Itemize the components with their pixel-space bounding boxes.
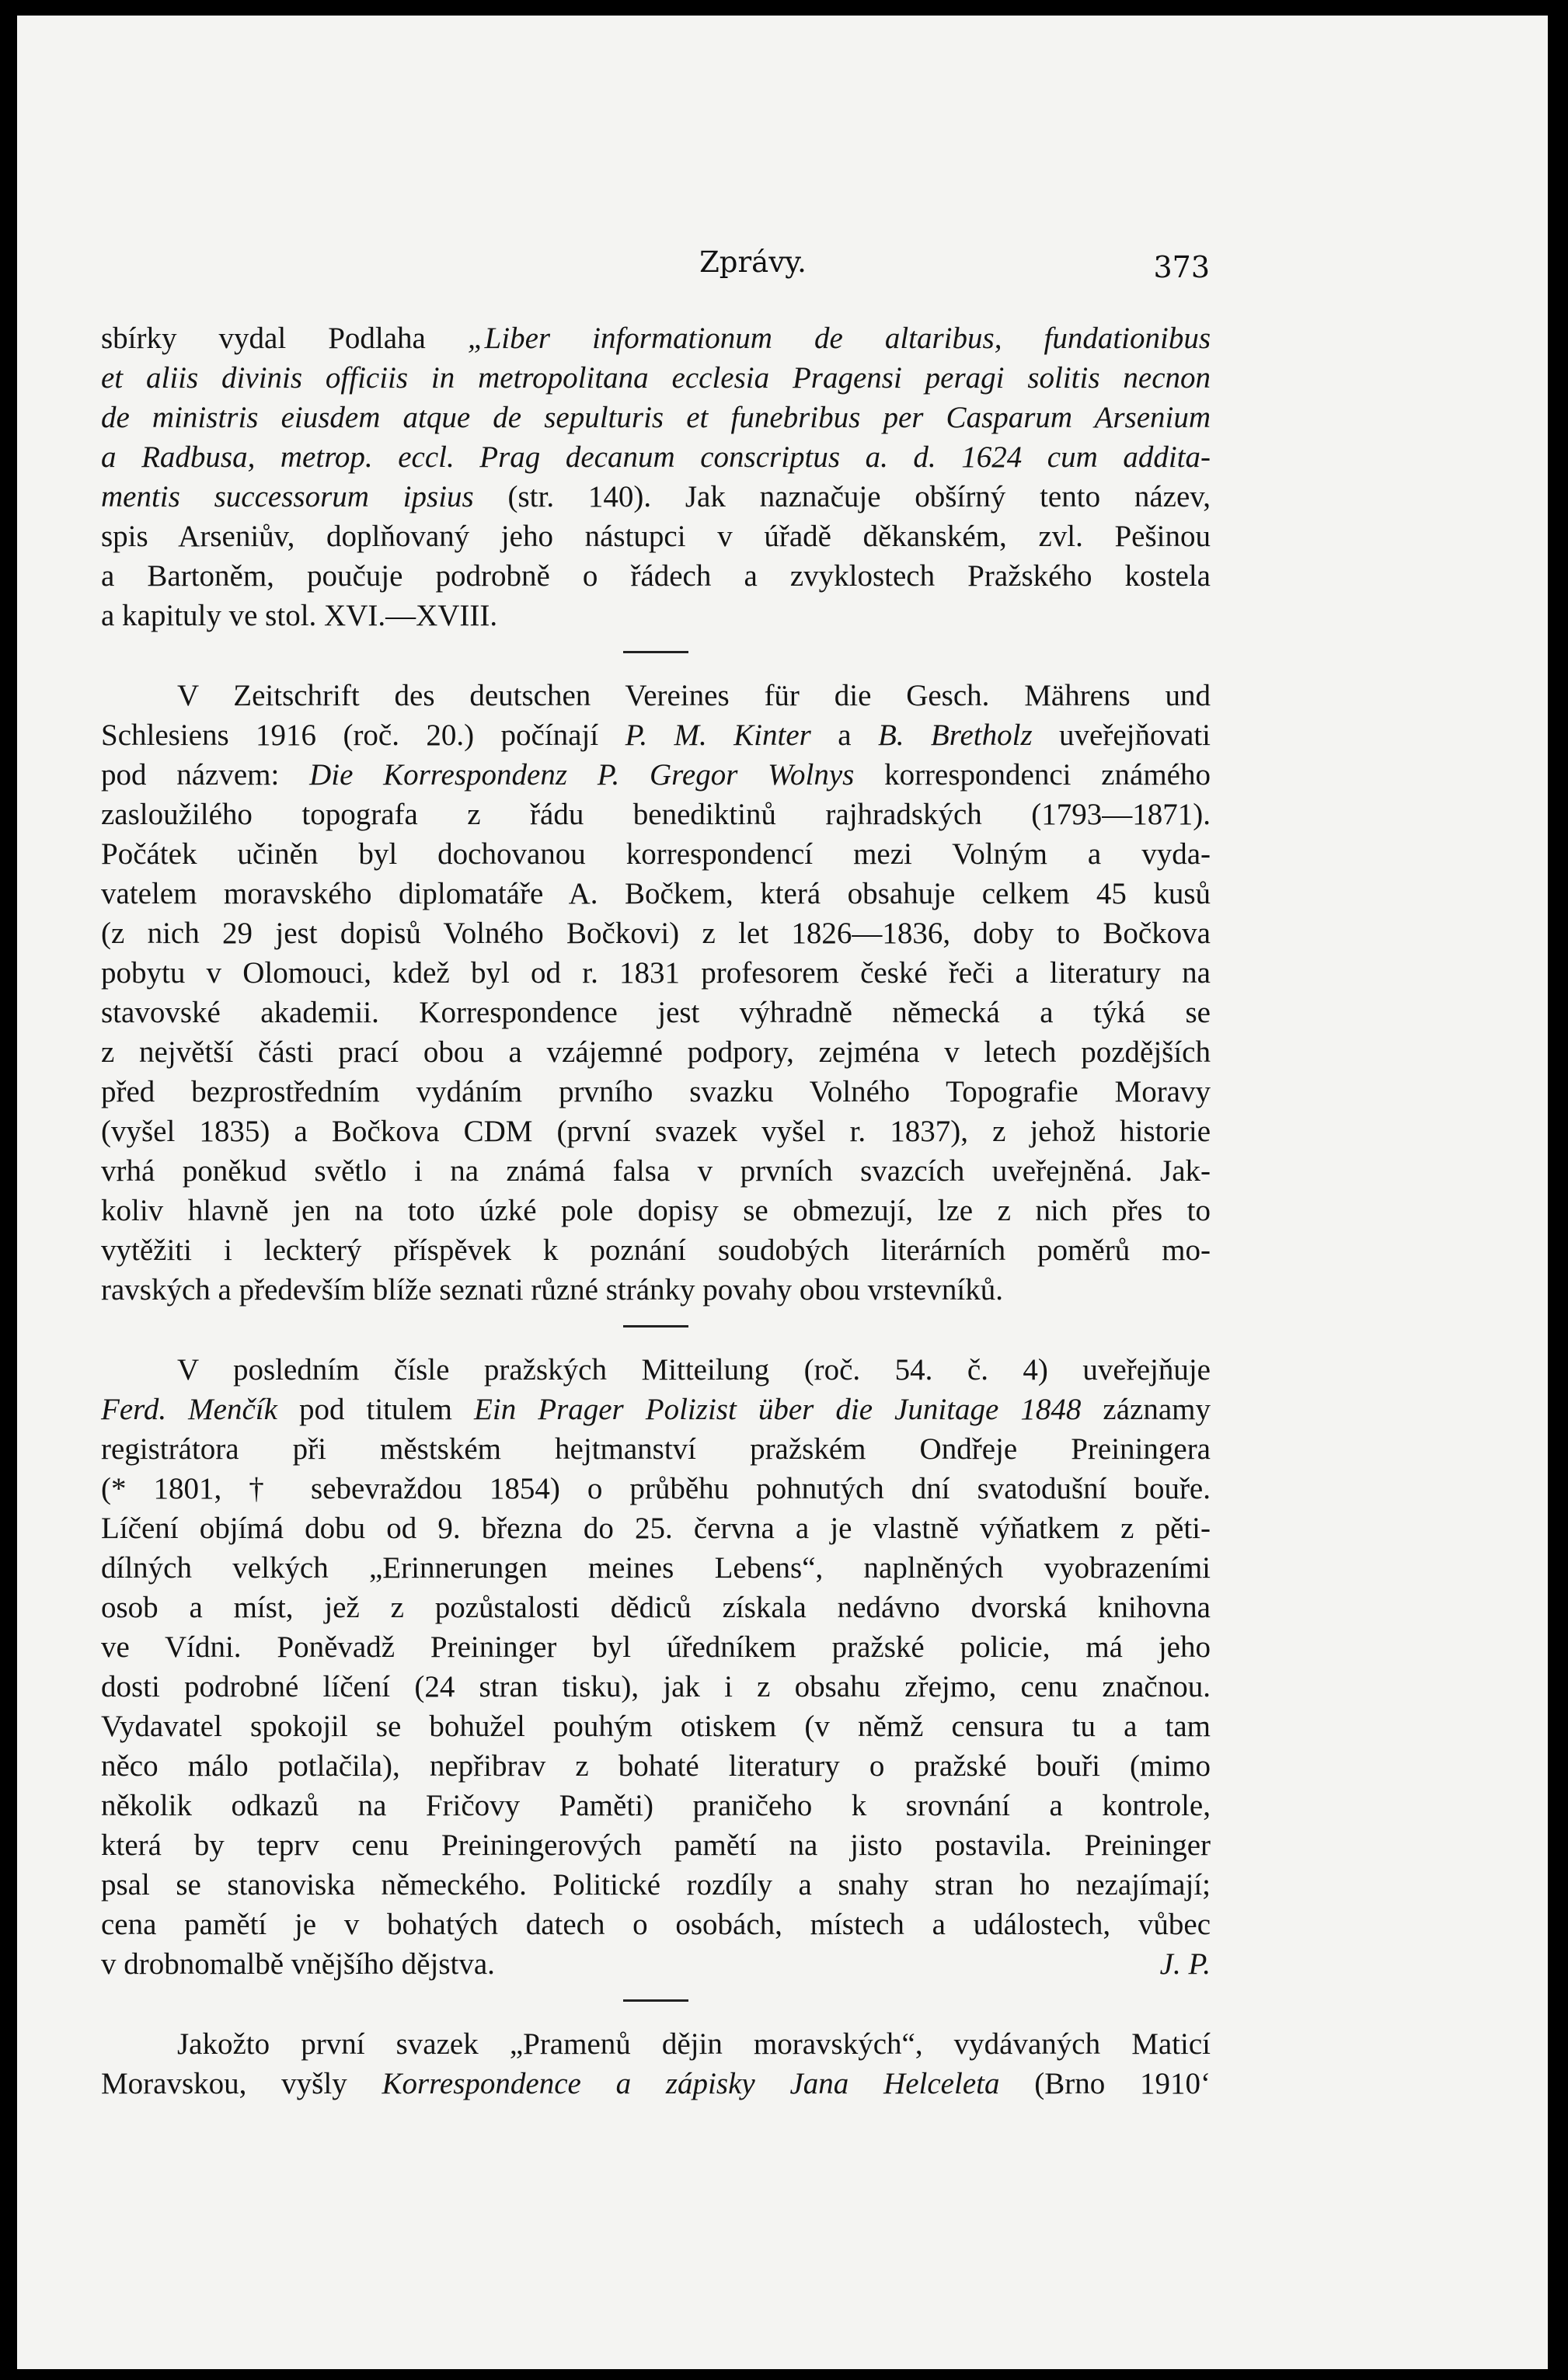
text-line: osob a míst, jež z pozůstalosti dědiců získala nedávno dvorská knihovna [101, 1591, 1211, 1624]
author-signature: J. P. [1159, 1947, 1211, 1981]
text-line: (* 1801, † sebevraždou 1854) o průběhu pohnutých dní svatodušní bouře. [101, 1472, 1211, 1505]
section-divider [623, 1999, 688, 2002]
document-page [17, 16, 1548, 2369]
text-line: cena pamětí je v bohatých datech o osobách, místech a událostech, vůbec [101, 1908, 1211, 1941]
text-line: spis Arseniův, doplňovaný jeho nástupci v úřadě děkanském, zvl. Pešinou [101, 520, 1211, 553]
text-line: Moravskou, vyšly Korrespondence a zápisky Jana Helceleta (Brno 1910‘ [101, 2067, 1211, 2100]
text-line: dílných velkých „Erinnerungen meines Lebens“, naplněných vyobrazeními [101, 1551, 1211, 1585]
text-line: (z nich 29 jest dopisů Volného Bočkovi) z let 1826—1836, doby to Bočkova [101, 917, 1211, 950]
text-line: sbírky vydal Podlaha „Liber informationum de altaribus, fundationibus [101, 322, 1211, 355]
text-line: Počátek učiněn byl dochovanou korrespondencí mezi Volným a vyda- [101, 837, 1211, 871]
text-line: v drobnomalbě vnějšího dějstva. [101, 1947, 495, 1981]
text-line: Vydavatel spokojil se bohužel pouhým otiskem (v němž censura tu a tam [101, 1710, 1211, 1743]
text-line: něco málo potlačila), nepřibrav z bohaté literatury o pražské bouři (mimo [101, 1749, 1211, 1783]
text-line: ravských a především blíže seznati různé stránky povahy obou vrstevníků. [101, 1273, 1003, 1307]
paragraph-podlaha [101, 318, 1211, 635]
paragraph-helcelet [101, 2024, 1211, 2103]
paragraph-preininger [101, 1350, 1211, 1984]
paragraph-wolny-correspondence [101, 676, 1211, 1310]
text-line: koliv hlavně jen na toto úzké pole dopisy se obmezují, lze z nich přes to [101, 1194, 1211, 1227]
page-number: 373 [1153, 250, 1210, 284]
text-line-with-signature [101, 1944, 1211, 1984]
text-line: několik odkazů na Fričovy Paměti) praničeho k srovnání a kontrole, [101, 1789, 1211, 1822]
body-text [101, 318, 1211, 2103]
text-line: z největší části prací obou a vzájemné podpory, zejména v letech pozdějších [101, 1035, 1211, 1069]
section-divider [623, 651, 688, 653]
text-line: dosti podrobné líčení (24 stran tisku), jak i z obsahu zřejmo, cenu značnou. [101, 1670, 1211, 1703]
text-line: stavovské akademii. Korrespondence jest výhradně německá a týká se [101, 996, 1211, 1029]
text-line: psal se stanoviska německého. Politické rozdíly a snahy stran ho nezajímají; [101, 1868, 1211, 1902]
running-title: Zprávy. [699, 245, 807, 279]
text-line: ve Vídni. Poněvadž Preininger byl úředníkem pražské policie, má jeho [101, 1630, 1211, 1664]
text-line: vrhá poněkud světlo i na známá falsa v prvních svazcích uveřejněná. Jak- [101, 1154, 1211, 1188]
text-line: pobytu v Olomouci, kdež byl od r. 1831 profesorem české řeči a literatury na [101, 956, 1211, 990]
text-line: (vyšel 1835) a Bočkova CDM (první svazek vyšel r. 1837), z jehož historie [101, 1115, 1211, 1148]
text-line: V Zeitschrift des deutschen Vereines für die Gesch. Mährens und [177, 679, 1211, 712]
text-line: registrátora při městském hejtmanství pražském Ondřeje Preiningera [101, 1432, 1211, 1466]
text-line: zasloužilého topografa z řádu benediktinů rajhradských (1793—1871). [101, 798, 1211, 831]
text-line: a kapituly ve stol. XVI.—XVIII. [101, 599, 498, 632]
text-line: pod názvem: Die Korrespondenz P. Gregor Wolnys korrespondenci známého [101, 758, 1211, 792]
text-line: de ministris eiusdem atque de sepulturis et funebribus per Casparum Arsenium [101, 401, 1211, 434]
text-line: Schlesiens 1916 (roč. 20.) počínají P. M. Kinter a B. Bretholz uveřejňovati [101, 719, 1211, 752]
text-line: vytěžiti i leckterý příspěvek k poznání soudobých literárních poměrů mo- [101, 1233, 1211, 1267]
text-line: et aliis divinis officiis in metropolitana ecclesia Pragensi peragi solitis necnon [101, 361, 1211, 395]
section-divider [623, 1325, 688, 1327]
text-line: Jakožto první svazek „Pramenů dějin moravských“, vydávaných Maticí [177, 2027, 1211, 2061]
page-header [17, 245, 1548, 292]
text-line: před bezprostředním vydáním prvního svazku Volného Topografie Moravy [101, 1075, 1211, 1108]
text-line: která by teprv cenu Preiningerových pamětí na jisto postavila. Preininger [101, 1828, 1211, 1862]
text-line: Ferd. Menčík pod titulem Ein Prager Polizist über die Junitage 1848 záznamy [101, 1393, 1211, 1426]
text-line: a Bartoněm, poučuje podrobně o řádech a zvyklostech Pražského kostela [101, 559, 1211, 593]
text-line: Líčení objímá dobu od 9. března do 25. června a je vlastně výňatkem z pěti- [101, 1512, 1211, 1545]
text-line: V posledním čísle pražských Mitteilung (roč. 54. č. 4) uveřejňuje [177, 1353, 1211, 1387]
text-line: vatelem moravského diplomatáře A. Bočkem, která obsahuje celkem 45 kusů [101, 877, 1211, 910]
text-line: a Radbusa, metrop. eccl. Prag decanum conscriptus a. d. 1624 cum addita- [101, 440, 1211, 474]
text-line: mentis successorum ipsius (str. 140). Jak naznačuje obšírný tento název, [101, 480, 1211, 513]
